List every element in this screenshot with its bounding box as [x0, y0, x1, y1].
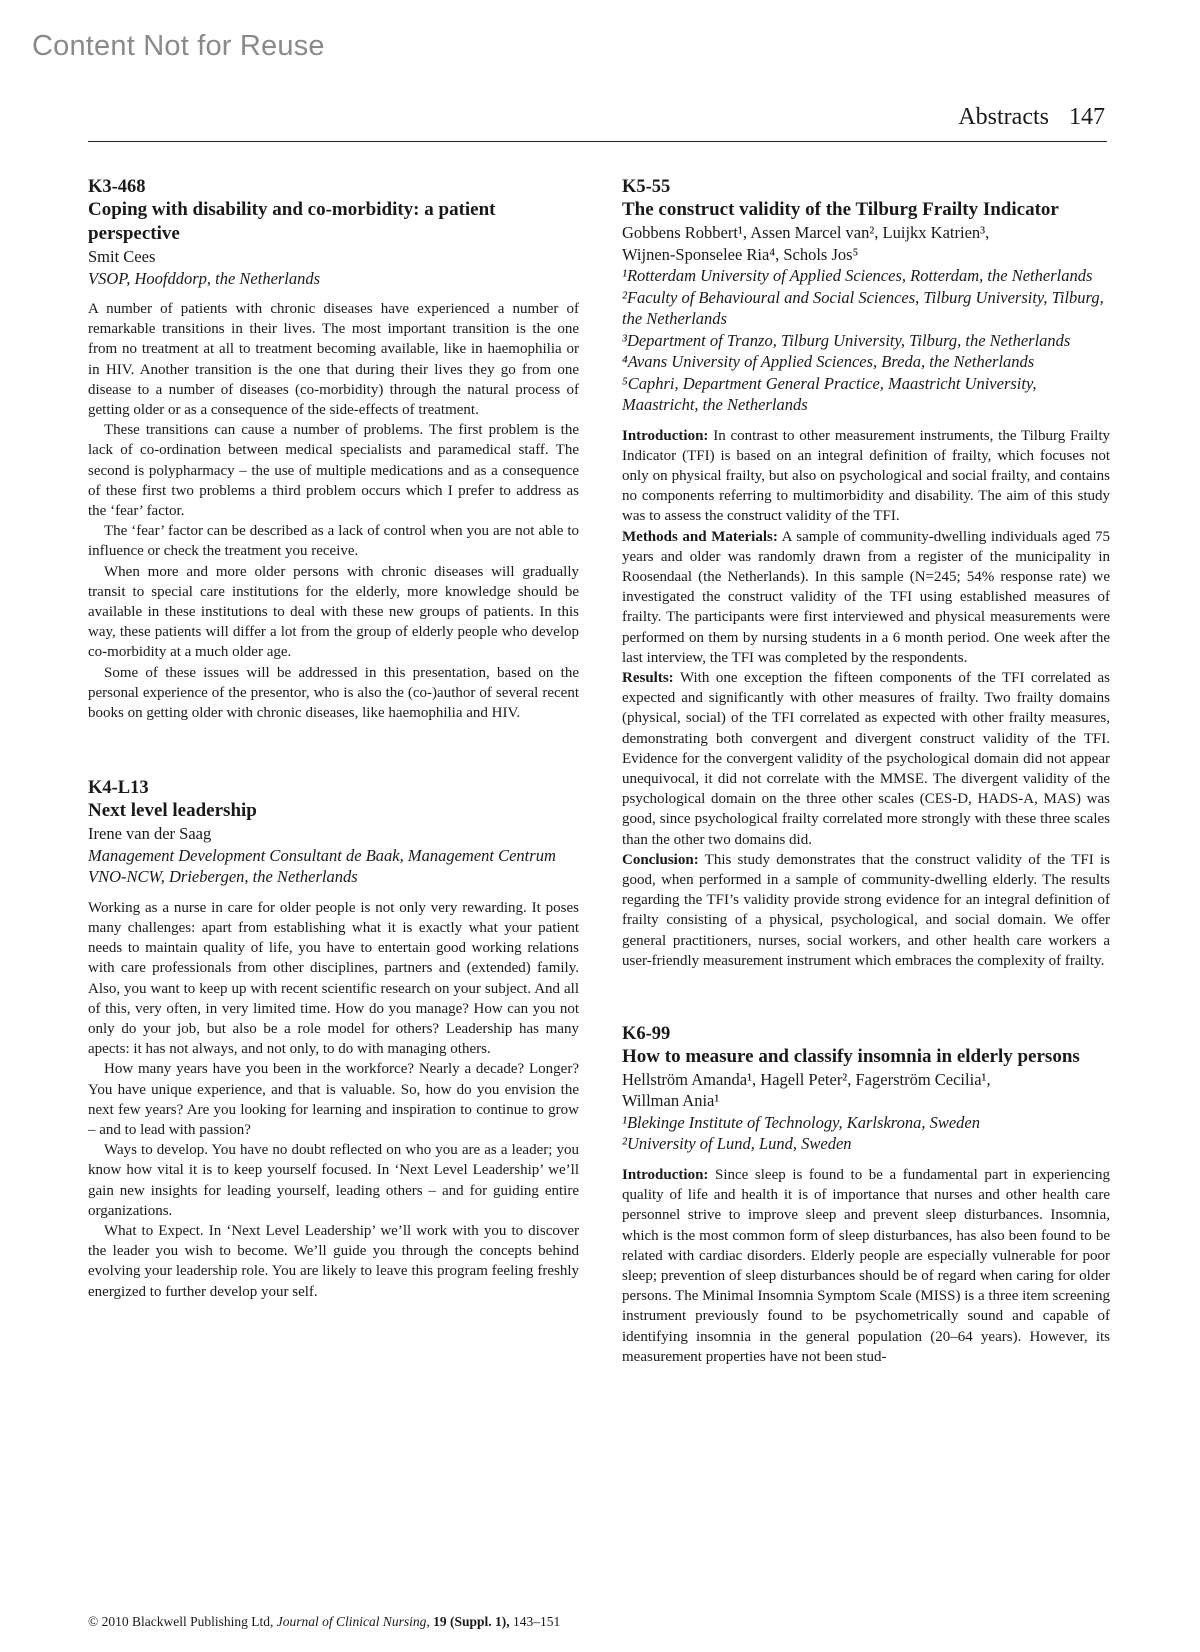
body-paragraph: The ‘fear’ factor can be described as a lack of control when you are not able to influence or check the treatment you receive.: [88, 523, 579, 560]
running-head: [958, 104, 1105, 131]
abstract-affiliation: ¹Blekinge Institute of Technology, Karlskrona, Sweden: [622, 1112, 980, 1132]
header-rule: [88, 141, 1107, 142]
abstract-affiliation: Management Development Consultant de Baak, Management Centrum VNO-NCW, Driebergen, the Netherlands: [88, 845, 556, 887]
left-column: [88, 176, 579, 1302]
abstract-title: How to measure and classify insomnia in elderly persons: [622, 1045, 1080, 1067]
abstract-affiliation: ¹Rotterdam University of Applied Sciences, Rotterdam, the Netherlands: [622, 266, 1093, 285]
abstract-affiliation: VSOP, Hoofddorp, the Netherlands: [88, 268, 321, 288]
section-label: Introduction:: [622, 427, 709, 444]
abstract-body: [88, 898, 579, 1302]
abstract-authors: Hellström Amanda¹, Hagell Peter², Fagerström Cecilia¹,: [622, 1069, 991, 1089]
body-section: [622, 850, 1110, 971]
section-label: Results:: [622, 669, 674, 686]
section-text: In contrast to other measurement instruments, the Tilburg Frailty Indicator (TFI) is based on an integral definition of frailty, which focuses not only on physical frailty, but also on psychological and social frailty, and contains no components referring to multimorbidity and disability. The aim of this study was to assess the construct validity of the TFI.: [622, 427, 1110, 525]
right-column: [622, 176, 1110, 1367]
body-section: [622, 426, 1110, 527]
body-paragraph: Ways to develop. You have no doubt reflected on who you are as a leader; you know how vital it is to keep yourself focused. In ‘Next Level Leadership’ we’ll gain new insights for leading yourself, leading others – and for guiding entire organizations.: [88, 1142, 579, 1219]
abstract-code: K3-468: [88, 177, 146, 197]
running-head-section: Abstracts: [958, 104, 1049, 130]
section-text: Since sleep is found to be a fundamental part in experiencing quality of life and health it is of importance that nurses and other health care personnel strive to improve sleep and prevent sleep disturbances. Insomnia, which is the most common form of sleep disturbances, has also been found to be related with cardiac disorders. Elderly people are especially vulnerable for poor sleep; prevention of sleep disturbances should be of regard when caring for older persons. The Minimal Insomnia Symptom Scale (MISS) is a three item screening instrument previously found to be psychometrically sound and capable of identifying insomnia in the general population (20–64 years). However, its measurement properties have not been stud-: [622, 1166, 1110, 1365]
body-section: [622, 668, 1110, 850]
body-paragraph: Some of these issues will be addressed in this presentation, based on the personal experience of the presentor, who is also the (co-)author of several recent books on getting older with chronic diseases, like haemophilia and HIV.: [88, 664, 579, 722]
footer-supplement: (Suppl. 1),: [450, 1614, 510, 1629]
body-paragraph: A number of patients with chronic diseases have experienced a number of remarkable transitions in their lives. The most important transition is the one from no treatment at all to treatment becoming available, like in haemophilia or in HIV. Another transition is the one that during their lives they go from one disease to a number of diseases (co-morbidity) through the natural process of getting older or as a consequence of the side-effects of treatment.: [88, 301, 579, 419]
abstract-authors: Wijnen-Sponselee Ria⁴, Schols Jos⁵: [622, 244, 859, 264]
body-paragraph: How many years have you been in the workforce? Nearly a decade? Longer? You have unique experience, and that is valuable. So, how do you envision the next few years? Are you looking for learning and inspiration to continue to grow – and to lead with passion?: [88, 1061, 579, 1138]
abstract-title: Next level leadership: [88, 800, 257, 822]
abstract-body: [622, 426, 1110, 971]
abstract-authors: Irene van der Saag: [88, 824, 212, 844]
abstract-body: [88, 299, 579, 723]
abstract-title: Coping with disability and co-morbidity: a patient perspective: [88, 199, 496, 244]
abstract-affiliation: ²University of Lund, Lund, Sweden: [622, 1134, 852, 1154]
abstract-code: K5-55: [622, 177, 671, 197]
abstract-code: K6-99: [622, 1023, 671, 1044]
abstract-affiliation: ²Faculty of Behavioural and Social Sciences, Tilburg University, Tilburg, the Netherlands: [622, 287, 1104, 328]
section-text: A sample of community-dwelling individuals aged 75 years and older was randomly drawn from a register of the municipality in Roosendaal (the Netherlands). In this sample (N=245; 54% response rate) we investigated the construct validity of the TFI using established measures of frailty. The participants were first interviewed and physical measurements were performed on them by nursing students in a 6 month period. One week after the last interview, the TFI was completed by the respondents.: [622, 528, 1110, 666]
footer-copyright: © 2010 Blackwell Publishing Ltd,: [88, 1614, 274, 1629]
abstract-body: [622, 1165, 1110, 1367]
abstract-affiliation: ⁵Caphri, Department General Practice, Maastricht University, Maastricht, the Netherlands: [622, 373, 1037, 414]
section-label: Conclusion:: [622, 851, 699, 868]
page-number: 147: [1069, 104, 1105, 130]
section-text: With one exception the fifteen components of the TFI correlated as expected and significantly with other measures of frailty. Two frailty domains (physical, social) of the TFI correlated as expected with other frailty measures, demonstrating both convergent and divergent construct validity of the TFI. Evidence for the convergent validity of the psychological domain did not appear unequivocal, it did not correlate with the MMSE. The divergent validity of the psychological domain on the three other scales (CES-D, HADS-A, MAS) was good, since psychological frailty correlated more strongly with these three scales than the other two domains did.: [622, 669, 1111, 848]
body-paragraph: Working as a nurse in care for older people is not only very rewarding. It poses many challenges: apart from establishing what it is exactly what your patient needs to maintain quality of life, you have to entertain good working relations with care professionals from other disciplines, partners and (extended) family. Also, you want to keep up with recent scientific research on your subject. And all of this, very often, in very limited time. How do you manage? How can you not only do your job, but also be a role model for others? Leadership has many apects: it has not always, and not only, to do with managing others.: [88, 899, 579, 1058]
section-label: Introduction:: [622, 1166, 709, 1183]
abstract-authors: Gobbens Robbert¹, Assen Marcel van², Luijkx Katrien³,: [622, 223, 990, 242]
abstract-k4-l13: [88, 777, 579, 1302]
section-label: Methods and Materials:: [622, 528, 778, 545]
abstract-k6-99: [622, 1023, 1110, 1367]
footer-volume: 19: [433, 1614, 447, 1629]
body-paragraph: What to Expect. In ‘Next Level Leadership’ we’ll work with you to discover the leader you wish to become. We’ll guide you through the concepts behind evolving your leadership role. You are likely to leave this program feeling freshly energized to further develop your self.: [88, 1223, 579, 1300]
abstract-k3-468: [88, 176, 579, 723]
page-footer: [88, 1614, 560, 1630]
footer-journal: Journal of Clinical Nursing,: [276, 1614, 430, 1629]
abstract-authors: Willman Ania¹: [622, 1091, 720, 1111]
body-section: [622, 1165, 1110, 1367]
body-section: [622, 527, 1110, 668]
watermark: Content Not for Reuse: [32, 30, 325, 62]
abstract-k5-55: [622, 176, 1110, 971]
abstract-authors: Smit Cees: [88, 247, 156, 266]
abstract-title: The construct validity of the Tilburg Frailty Indicator: [622, 199, 1059, 220]
abstract-affiliation: ³Department of Tranzo, Tilburg University, Tilburg, the Netherlands: [622, 330, 1071, 350]
body-paragraph: When more and more older persons with chronic diseases will gradually transit to special care institutions for the elderly, more knowledge should be available in these institutions to deal with these new groups of patients. In this way, these patients will differ a lot from the group of elderly people who develop co-morbidity at a much older age.: [88, 563, 579, 661]
abstract-affiliation: ⁴Avans University of Applied Sciences, Breda, the Netherlands: [622, 352, 1035, 371]
body-paragraph: These transitions can cause a number of problems. The first problem is the lack of co-ordination between medical specialists and paramedical staff. The second is polypharmacy – the use of multiple medications and as a consequence of these first two problems a third problem occurs which I prefer to address as the ‘fear’ factor.: [88, 422, 579, 520]
section-text: This study demonstrates that the construct validity of the TFI is good, when performed in a sample of community-dwelling elderly. The results regarding the TFI’s validity provide strong evidence for an integral definition of frailty consisting of a physical, psychological, and social domain. We offer general practitioners, nurses, social workers, and other health care workers a user-friendly measurement instrument which embraces the complexity of frailty.: [622, 851, 1110, 969]
footer-pages: 143–151: [513, 1614, 561, 1629]
abstract-code: K4-L13: [88, 778, 149, 799]
